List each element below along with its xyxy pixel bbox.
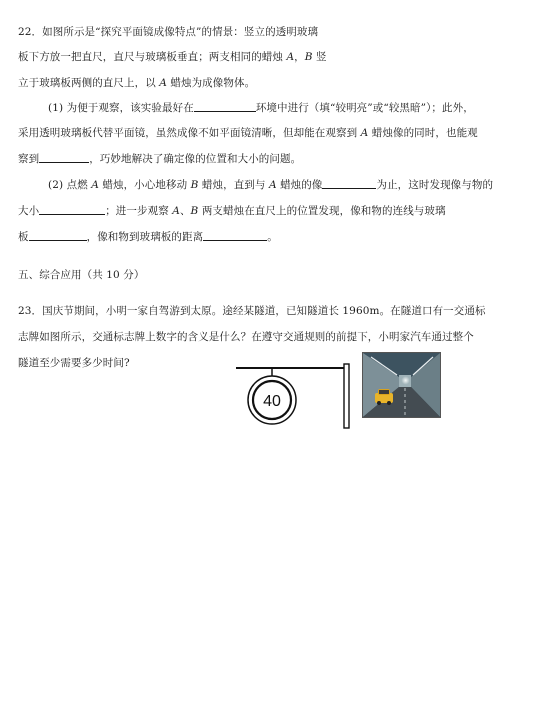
q23-line-3: [18, 356, 130, 370]
q22-part2-line-1: [48, 178, 493, 192]
candle-a-label: A: [268, 179, 277, 191]
q22-intro-text-3a: 立于玻璃板两侧的直尺上，以: [18, 77, 160, 89]
q22-part2-text-k: ，像和物到玻璃板的距离: [86, 231, 204, 243]
q22-intro-text-2c: 竖: [312, 51, 327, 63]
candle-a-label: A: [360, 127, 369, 139]
q22-part1-line-1: [48, 101, 474, 115]
q23-text-3: 隧道至少需要多少时间?: [18, 357, 130, 369]
candle-b-label: B: [304, 51, 313, 63]
q22-part1-text-a: (1) 为便于观察，该实验最好在: [48, 102, 194, 114]
q22-intro-text-3b: 蜡烛为成像物体。: [166, 77, 256, 89]
candle-a-label: A: [286, 51, 295, 63]
q22-part1-line-2: [18, 126, 478, 140]
q22-intro-text-2a: 板下方放一把直尺，直尺与玻璃板垂直；两支相同的蜡烛: [18, 51, 287, 63]
q22-intro-text-1: 22．如图所示是“探究平面镜成像特点”的情景：竖立的透明玻璃: [18, 26, 319, 38]
q22-part2-text-b: 蜡烛，小心地移动: [98, 179, 191, 191]
answer-blank-observe[interactable]: [39, 152, 89, 163]
answer-blank-coincide[interactable]: [322, 178, 376, 189]
q22-intro-text-2b: ，: [294, 51, 305, 63]
q22-part1-line-3: [18, 152, 301, 166]
q22-intro-line-3: [18, 76, 255, 90]
q22-part2-text-h: 、: [179, 205, 191, 217]
q22-part2-text-e: 为止，这时发现像与物的: [376, 179, 494, 191]
candle-b-label: B: [190, 179, 199, 191]
candle-a-label: A: [159, 77, 167, 89]
sign-number: 40: [263, 393, 281, 410]
q22-part2-text-c: 蜡烛，直到与: [198, 179, 269, 191]
q22-part1-text-c: 采用透明玻璃板代替平面镜，虽然成像不如平面镜清晰，但却能在观察到: [18, 127, 361, 139]
tunnel-photo: [362, 352, 441, 418]
section-5-heading: [18, 268, 144, 282]
q22-part2-text-f: 大小: [18, 205, 40, 217]
tunnel-photo-drawing: [363, 353, 440, 417]
candle-a-label: A: [172, 205, 180, 217]
q22-part2-text-d: 蜡烛的像: [276, 179, 323, 191]
section-5-heading-text: 五、综合应用（共 10 分）: [18, 269, 145, 281]
q22-part2-text-a: (2) 点燃: [48, 179, 92, 191]
answer-blank-distance[interactable]: [203, 230, 267, 241]
candle-a-label: A: [91, 179, 99, 191]
q22-intro-line-1: [18, 25, 318, 39]
answer-blank-line-relation[interactable]: [29, 230, 87, 241]
q22-part2-line-2: [18, 204, 446, 218]
q23-line-2: [18, 330, 474, 344]
q22-part2-text-l: 。: [267, 231, 278, 243]
answer-blank-size[interactable]: [39, 204, 105, 215]
sign-pole: [344, 364, 349, 428]
q22-intro-line-2: [18, 50, 327, 64]
tunnel-far-light: [399, 375, 411, 387]
q22-part1-text-b: 环境中进行（填“较明亮”或“较黑暗”）；此外，: [255, 102, 474, 114]
q22-part2-text-j: 板: [18, 231, 29, 243]
q23-line-1: [18, 304, 486, 318]
q22-part1-text-d: 蜡烛像的同时，也能观: [368, 127, 478, 139]
q22-part1-text-e: 察到: [18, 153, 40, 165]
q22-part1-text-f: ，巧妙地解决了确定像的位置和大小的问题。: [89, 153, 302, 165]
q23-text-1: 23．国庆节期间，小明一家自驾游到太原。途经某隧道，已知隧道长 1960m。在隧道口有一交通标: [18, 305, 486, 317]
speed-limit-sign-drawing: [232, 350, 357, 430]
answer-blank-environment[interactable]: [194, 101, 256, 112]
speed-limit-sign-figure: [232, 350, 357, 430]
q22-part2-text-i: 两支蜡烛在直尺上的位置发现，像和物的连线与玻璃: [198, 205, 446, 217]
q23-text-2: 志牌如图所示，交通标志牌上数字的含义是什么？在遵守交通规则的前提下，小明家汽车通过整个: [18, 331, 474, 343]
q22-part2-line-3: [18, 230, 278, 244]
candle-b-label: B: [190, 205, 199, 217]
q22-part2-text-g: ；进一步观察: [105, 205, 173, 217]
